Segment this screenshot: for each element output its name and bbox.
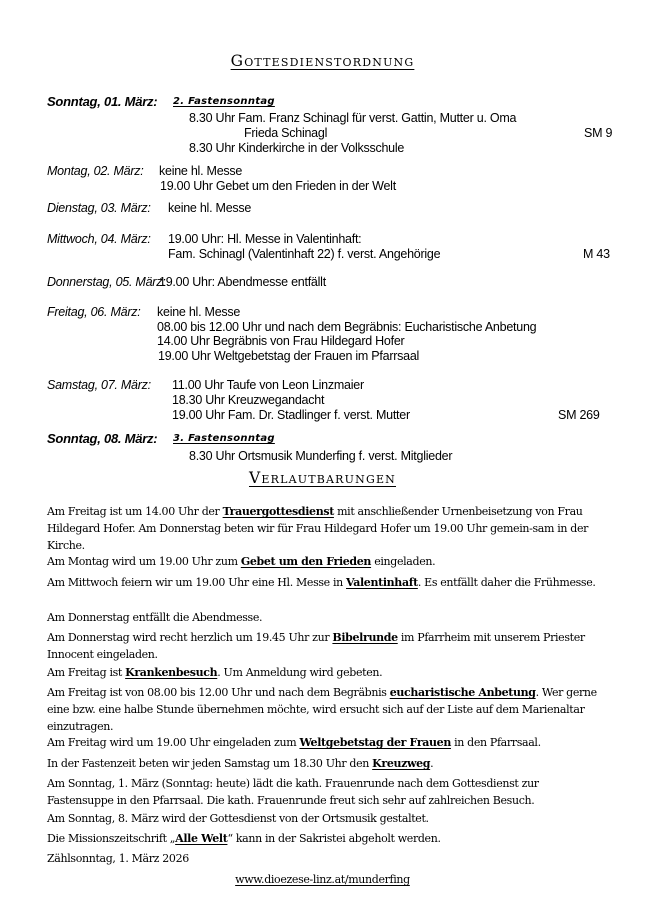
schedule-line: 8.30 Uhr Ortsmusik Munderfing f. verst. Mitglieder [189, 449, 453, 463]
schedule-line: Frieda Schinagl [244, 126, 328, 140]
schedule-line: 19.00 Uhr Gebet um den Frieden in der Welt [160, 179, 396, 193]
schedule-line: 18.30 Uhr Kreuzwegandacht [172, 393, 325, 407]
day-label: Freitag, 06. März: [47, 305, 141, 319]
day-label: Sonntag, 01. März: [47, 94, 158, 109]
schedule-heading: Gottesdienstordnung [230, 52, 415, 70]
announcement: In der Fastenzeit beten wir jeden Samstag um 18.30 Uhr den Kreuzweg. [47, 757, 434, 770]
feast-label: 2. Fastensonntag [173, 96, 275, 107]
schedule-line: 8.30 Uhr Kinderkirche in der Volksschule [189, 141, 405, 155]
announcement: Am Montag wird um 19.00 Uhr zum Gebet um den Frieden eingeladen. [47, 555, 436, 568]
day-label: Montag, 02. März: [47, 164, 144, 178]
announcement: Am Freitag ist Krankenbesuch. Um Anmeldung wird gebeten. [47, 666, 383, 679]
day-label: Samstag, 07. März: [47, 378, 151, 392]
schedule-line: 11.00 Uhr Taufe von Leon Linzmaier [172, 378, 364, 392]
schedule-line: Fam. Schinagl (Valentinhaft 22) f. verst. Angehörige [168, 247, 441, 261]
mass-code: SM 9 [584, 126, 613, 140]
day-label: Donnerstag, 05. März: [47, 275, 166, 289]
footer-website-link[interactable]: www.dioezese-linz.at/munderfing [235, 873, 410, 886]
announcement: Die Missionszeitschrift „Alle Welt“ kann in der Sakristei abgeholt werden. [47, 832, 441, 845]
announcement: Am Mittwoch feiern wir um 19.00 Uhr eine Hl. Messe in Valentinhaft. Es entfällt daher die Frühmesse. [47, 576, 596, 589]
schedule-line: 19.00 Uhr Weltgebetstag der Frauen im Pfarrsaal [158, 349, 420, 363]
day-label: Dienstag, 03. März: [47, 201, 151, 215]
schedule-line: keine hl. Messe [168, 201, 252, 215]
schedule-line: 14.00 Uhr Begräbnis von Frau Hildegard Hofer [157, 334, 405, 348]
announcement: Am Donnerstag wird recht herzlich um 19.45 Uhr zur Bibelrunde im Pfarrheim mit unserem Priester Innocent eingeladen. [47, 631, 585, 661]
schedule-line: 19.00 Uhr: Abendmesse entfällt [159, 275, 326, 289]
announcement: Am Freitag ist um 14.00 Uhr der Trauergottesdienst mit anschließender Urnenbeisetzung von Frau Hildegard Hofer. Am Donnerstag beten wir für Frau Hildegard Hofer um 19.00 Uhr gemein-sam in der Kirche. [47, 505, 589, 552]
schedule-line: keine hl. Messe [157, 305, 241, 319]
announcement: Am Freitag ist von 08.00 bis 12.00 Uhr und nach dem Begräbnis eucharistische Anbetung. Wer gerne eine bzw. eine halbe Stunde übernehmen möchte, wird ersucht sich auf der Liste auf dem Marienaltar einzutragen. [47, 686, 597, 733]
feast-label: 3. Fastensonntag [173, 433, 275, 444]
announcement: Am Sonntag, 8. März wird der Gottesdienst von der Ortsmusik gestaltet. [47, 812, 429, 825]
announcement: Am Freitag wird um 19.00 Uhr eingeladen zum Weltgebetstag der Frauen in den Pfarrsaal. [47, 736, 541, 749]
announcement: Zählsonntag, 1. März 2026 [47, 852, 189, 865]
schedule-line: keine hl. Messe [159, 164, 243, 178]
schedule-line: 19.00 Uhr Fam. Dr. Stadlinger f. verst. Mutter [172, 408, 410, 422]
announcements-heading: Verlautbarungen [248, 469, 396, 487]
mass-code: M 43 [583, 247, 610, 261]
schedule-line: 8.30 Uhr Fam. Franz Schinagl für verst. Gattin, Mutter u. Oma [189, 111, 517, 125]
announcement: Am Donnerstag entfällt die Abendmesse. [47, 611, 263, 624]
schedule-line: 19.00 Uhr: Hl. Messe in Valentinhaft: [168, 232, 362, 246]
announcement: Am Sonntag, 1. März (Sonntag: heute) lädt die kath. Frauenrunde nach dem Gottesdienst zur Fastensuppe in den Pfarrsaal. Die kath. Frauenrunde freut sich sehr auf zahlreichen Besuch. [47, 777, 539, 807]
schedule-line: 08.00 bis 12.00 Uhr und nach dem Begräbnis: Eucharistische Anbetung [157, 320, 537, 334]
mass-code: SM 269 [558, 408, 600, 422]
day-label: Sonntag, 08. März: [47, 431, 158, 446]
day-label: Mittwoch, 04. März: [47, 232, 151, 246]
